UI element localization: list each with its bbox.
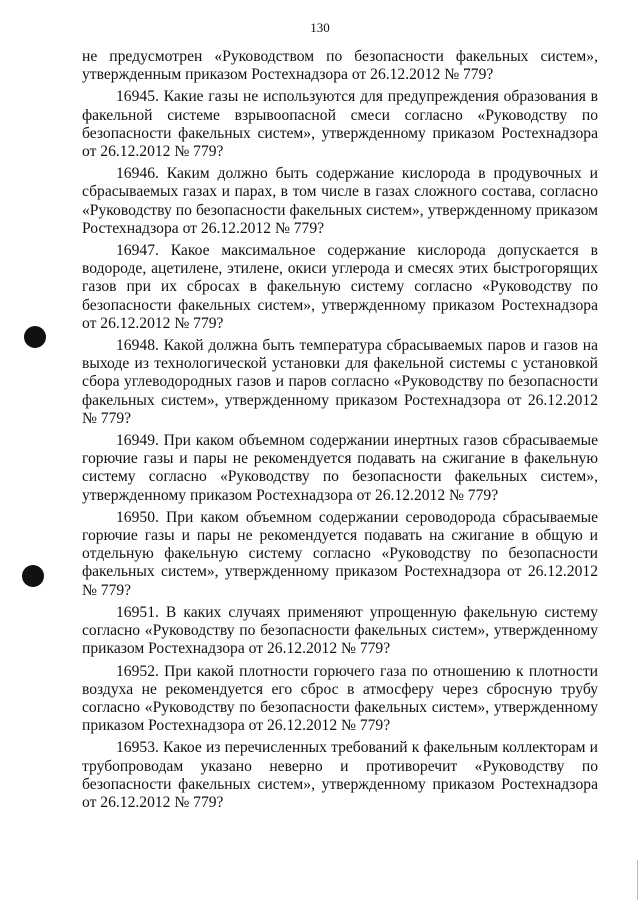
question-16948: 16948. Какой должна быть температура сбрасываемых паров и газов на выходе из технологической установки для факельной системы с установкой сбора углеводородных газов и паров согласно «Руководству по безопасности факельных систем», утвержденному приказом Ростехнадзора от 26.12.2012 № 779? (82, 337, 598, 427)
question-16953: 16953. Какое из перечисленных требований к факельным коллекторам и трубопроводам указано неверно и противоречит «Руководству по безопасности факельных систем», утвержденному приказом Ростехнадзора от 26.12.2012 № 779? (82, 739, 598, 811)
paragraph-continuation: не предусмотрен «Руководством по безопасности факельных систем», утвержденным приказом Ростехнадзора от 26.12.2012 № 779? (82, 48, 598, 84)
question-16947: 16947. Какое максимальное содержание кислорода допускается в водороде, ацетилене, этилене, окиси углерода и смесях этих быстрогорящих газов при их сбросах в факельную систему согласно «Руководству по безопасности факельных систем», утвержденному приказом Ростехнадзора от 26.12.2012 № 779? (82, 242, 598, 332)
question-16951: 16951. В каких случаях применяют упрощенную факельную систему согласно «Руководству по безопасности факельных систем», утвержденному приказом Ростехнадзора от 26.12.2012 № 779? (82, 603, 598, 658)
question-16950: 16950. При каком объемном содержании сероводорода сбрасываемые горючие газы и пары не рекомендуется подавать на сжигание в общую и отдельную факельную систему согласно «Руководству по безопасности факельных систем», утвержденному приказом Ростехнадзора от 26.12.2012 № 779? (82, 508, 598, 599)
question-16946: 16946. Каким должно быть содержание кислорода в продувочных и сбрасываемых газах и парах, в том числе в газах сложного состава, согласно «Руководству по безопасности факельных систем», утвержденному приказом Ростехнадзора от 26.12.2012 № 779? (82, 165, 598, 237)
question-16945: 16945. Какие газы не используются для предупреждения образования в факельной системе взрывоопасной смеси согласно «Руководству по безопасности факельных систем», утвержденному приказом Ростехнадзора от 26.12.2012 № 779? (82, 88, 598, 161)
punch-hole-mark (24, 326, 46, 348)
scan-edge-mark (637, 860, 638, 900)
punch-hole-mark (22, 565, 44, 587)
page-number: 130 (310, 20, 330, 35)
document-body (82, 48, 598, 816)
question-16949: 16949. При каком объемном содержании инертных газов сбрасываемые горючие газы и пары не рекомендуется подавать на сжигание в факельную систему согласно «Руководству по безопасности факельных систем», утвержденному приказом Ростехнадзора от 26.12.2012 № 779? (82, 432, 598, 504)
question-16952: 16952. При какой плотности горючего газа по отношению к плотности воздуха не рекомендуется его сброс в атмосферу через сбросную трубу согласно «Руководству по безопасности факельных систем», утвержденному приказом Ростехнадзора от 26.12.2012 № 779? (82, 662, 598, 735)
